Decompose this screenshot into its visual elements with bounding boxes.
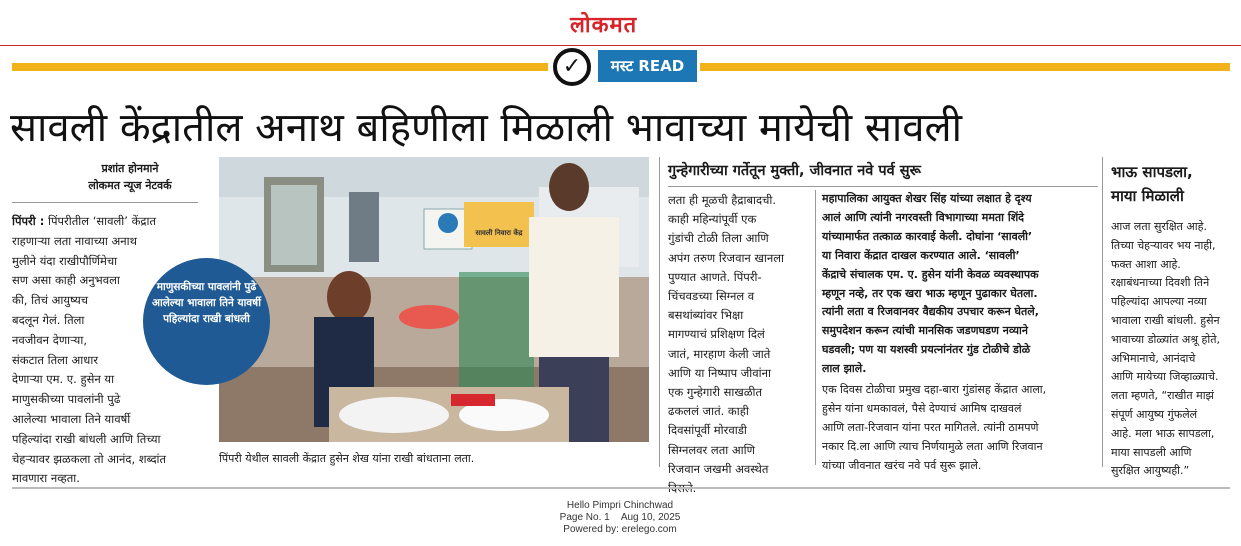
col3-line: काही महिन्यांपूर्वी एक — [668, 212, 757, 227]
newspaper-logo: लोकमत — [570, 13, 638, 38]
byline-agency: लोकमत न्यूज नेटवर्क — [88, 179, 172, 192]
column-divider — [1102, 157, 1103, 467]
col4b-line: आणि लता-रिजवान यांना परत मागितले. त्यांनी ठामपणे — [822, 421, 1039, 434]
col5-line: फक्त आशा आहे. — [1111, 257, 1181, 271]
col5-line: संपूर्ण आयुष्य गुंफलेलं — [1111, 407, 1198, 421]
subheading-3-line: माया मिळाली — [1111, 187, 1184, 205]
footer-edition: Hello Pimpri Chinchwad — [566, 500, 674, 511]
col1-line: पिंपरी : पिंपरीतील ‘सावली’ केंद्रात — [12, 214, 157, 228]
byline — [55, 160, 205, 194]
col3-line: लता ही मूळची हैद्राबादची. — [668, 193, 777, 207]
column-3 — [668, 191, 808, 498]
col5-line: सुरक्षित आयुष्यही.” — [1111, 464, 1190, 478]
col3-line: अपंग तरुण रिजवान खानला — [668, 250, 785, 265]
col4-line: समुपदेशन करून त्यांची मानसिक जडणघडण नव्याने — [822, 324, 1028, 338]
col4-line: आलं आणि त्यांनी नगरवस्ती विभागाच्या ममता शिंदे — [822, 210, 1025, 224]
col1-line: संकटात तिला आधार — [12, 352, 99, 367]
byline-divider — [12, 202, 198, 203]
col3-line: बसथांब्यांवर भिक्षा — [668, 308, 744, 323]
col5-line: रक्षाबंधनाच्या दिवशी तिने — [1111, 276, 1210, 290]
checkmark-icon: ✓ — [553, 48, 591, 86]
col5-line: लता म्हणते, “राखीत माझं — [1111, 389, 1214, 403]
col1-line: राहणाऱ्या लता नावाच्या अनाथ — [12, 233, 138, 248]
subheading-2: गुन्हेगारीच्या गर्तेतून मुक्ती, जीवनात नवे पर्व सुरू — [668, 163, 921, 179]
col4-line: घडवली; पण या यशस्वी प्रयत्नांनंतर गुंड टोळीचे डोळे — [822, 343, 1031, 357]
article-photo — [219, 157, 649, 442]
col5-line: आहे. मला भाऊ सापडला, — [1111, 426, 1215, 440]
col4-line: महापालिका आयुक्त शेखर सिंह यांच्या लक्षात हे दृश्य — [822, 192, 1032, 205]
photo-banner-text: सावली निवारा केंद्र — [475, 229, 523, 237]
bottom-rule — [12, 487, 1230, 489]
yellow-rule-left — [12, 63, 548, 71]
col3-line: सिग्नलवर लता आणि — [668, 442, 755, 457]
col3-line: आणि या निष्पाप जीवांना — [668, 365, 772, 380]
col4-line: लाल झाले. — [822, 362, 867, 376]
col5-line: भावाच्या डोळ्यांत अश्रू होते, — [1111, 332, 1220, 346]
col3-line: गुंडांची टोळी तिला आणि — [668, 231, 769, 246]
col1-line: पहिल्यांदा राखी बांधली आणि तिच्या — [12, 431, 161, 446]
col3-line: एक गुन्हेगारी साखळीत — [668, 385, 763, 400]
col4b-line: नकार दि.ला आणि त्याच निर्णयामुळे लता आणि रिजवान — [822, 440, 1043, 453]
dateline: पिंपरी : — [12, 214, 45, 228]
footer-powered-by: Powered by: erelego.com — [563, 524, 677, 535]
col4-line: या निवारा केंद्रात दाखल करण्यात आले. ‘सावली’ — [822, 248, 1020, 262]
col1-line: नवजीवन देणाऱ्या, — [12, 332, 87, 347]
col1-line: चेहऱ्यावर झळकला तो आनंद, शब्दांत — [12, 451, 167, 466]
subheading-underline — [668, 186, 1098, 187]
col4b-line: यांच्या जीवनात खरंच नवे पर्व सुरू झाले. — [822, 459, 982, 472]
article-headline: सावली केंद्रातील अनाथ बहिणीला मिळाली भावाच्या मायेची सावली — [10, 105, 962, 151]
col4b-line: एक दिवस टोळीचा प्रमुख दहा-बारा गुंडांसह केंद्रात आला, — [822, 383, 1047, 396]
subheading-3 — [1111, 160, 1236, 208]
col3-line: रिजवान जखमी अवस्थेत — [668, 461, 769, 476]
col3-line: मागण्याचं प्रशिक्षण दिलं — [668, 327, 765, 342]
col1-line: माणुसकीच्या पावलांनी पुढे — [12, 392, 121, 407]
col3-line: जातं, मारहाण केली जाते — [668, 346, 771, 361]
col5-line: अभिमानाचे, आनंदाचे — [1111, 351, 1196, 365]
quote-callout: माणुसकीच्या पावलांनी पुढे आलेल्या भावाला तिने यावर्षी पहिल्यांदा राखी बांधली — [143, 258, 270, 385]
col1-line: देणाऱ्या एम. ए. हुसेन या — [12, 372, 115, 387]
col4-line: यांच्यामार्फत तत्काळ कारवाई केली. दोघांना ‘सावली’ — [822, 229, 1033, 243]
col5-line: आणि मायेच्या जिव्हाळ्याचे. — [1111, 370, 1219, 384]
subheading-3-line: भाऊ सापडला, — [1111, 163, 1193, 181]
col4-line: म्हणून नव्हे, तर एक खरा भाऊ म्हणून पुढाकार घेतला. — [822, 286, 1038, 300]
column-5 — [1111, 218, 1239, 481]
footer-page-date: Page No. 1 Aug 10, 2025 — [559, 512, 681, 523]
column-4-continued — [822, 380, 1097, 475]
col1-line: आलेल्या भावाला तिने यावर्षी — [12, 411, 131, 426]
col1-line: मुलीने यंदा राखीपौर्णिमेचा — [12, 253, 118, 268]
col3-line: दिवसांपूर्वी मोरवाडी — [668, 423, 747, 438]
col3-line: ढकललं जातं. काही — [668, 404, 749, 419]
col1-line: बदलून गेलं. तिला — [12, 312, 85, 327]
col5-line: भावाला राखी बांधली. हुसेन — [1111, 313, 1220, 327]
byline-author: प्रशांत होनमाने — [101, 162, 159, 175]
col5-line: माया सापडली आणि — [1111, 445, 1192, 459]
col4-line: केंद्राचे संचालक एम. ए. हुसेन यांनी केवळ व्यवस्थापक — [822, 267, 1039, 281]
col1-line: की, तिचं आयुष्यच — [12, 293, 89, 308]
col4-line: त्यांनी लता व रिजवानवर वैद्यकीय उपचार करून घेतले, — [822, 305, 1039, 319]
col5-line: पहिल्यांदा आपल्या नव्या — [1111, 295, 1207, 309]
col5-line: आज लता सुरक्षित आहे. — [1111, 220, 1207, 233]
col3-line: चिंचवडच्या सिग्नल व — [668, 289, 755, 304]
must-read-badge: मस्ट READ — [598, 50, 697, 82]
yellow-rule-right — [700, 63, 1230, 71]
column-divider — [659, 157, 660, 467]
col4b-line: हुसेन यांना धमकावलं, पैसे देण्याचं आमिष दाखवलं — [822, 402, 1022, 415]
column-divider — [815, 190, 816, 465]
photo-illustration — [219, 157, 649, 442]
col1-line: मावणारा नव्हता. — [12, 471, 80, 486]
photo-caption: पिंपरी येथील सावली केंद्रात हुसेन शेख यांना राखी बांधताना लता. — [219, 452, 475, 465]
col5-line: तिच्या चेहऱ्यावर भय नाही, — [1111, 238, 1216, 252]
column-4 — [822, 190, 1097, 379]
page-footer — [500, 500, 740, 536]
masthead — [0, 0, 1241, 46]
col3-line: पुण्यात आणते. पिंपरी- — [668, 269, 762, 284]
col1-line: सण असा काही अनुभवला — [12, 273, 120, 288]
